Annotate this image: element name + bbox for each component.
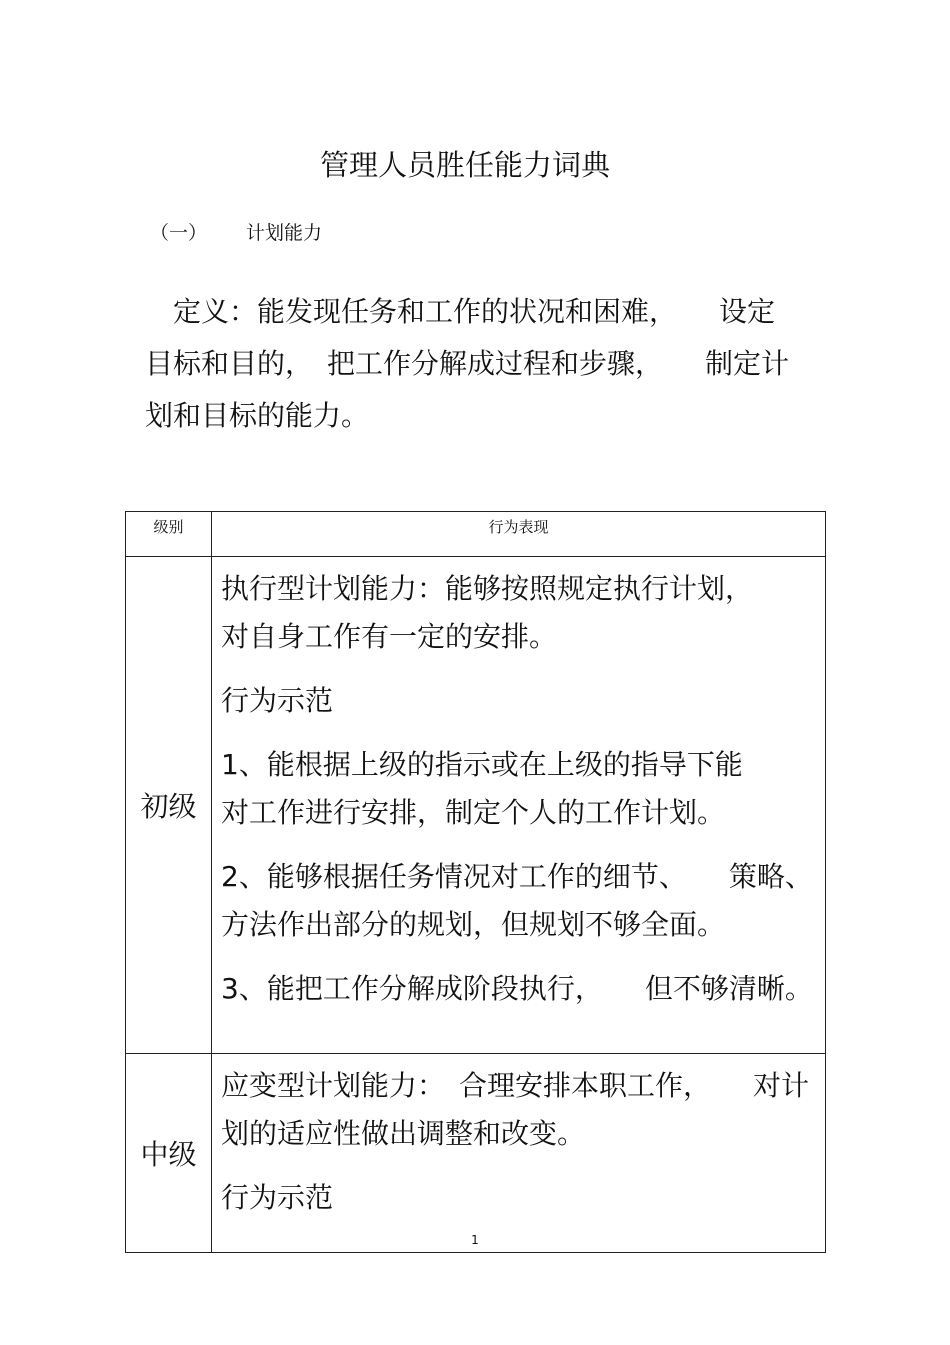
text-line: 行为示范 <box>221 684 334 717</box>
section-title: 计划能力 <box>246 222 323 244</box>
text-line: 对自身工作有一定的安排。 <box>221 620 558 653</box>
text-line: 行为示范 <box>221 1181 334 1214</box>
text-line: 应变型计划能力： 合理安排本职工作， 对计 <box>221 1069 810 1102</box>
text-line: 1、能根据上级的指示或在上级的指导下能 <box>221 748 743 781</box>
competency-level-table <box>125 511 826 1253</box>
section-number: （一） <box>150 222 208 244</box>
text-line: 划的适应性做出调整和改变。 <box>221 1117 586 1150</box>
behavior-item <box>221 741 817 837</box>
text-line: 3、能把工作分解成阶段执行， 但不够清晰。 <box>221 972 813 1005</box>
behavior-cell-middle <box>212 1054 826 1253</box>
behavior-item <box>221 965 817 1013</box>
document-title: 管理人员胜任能力词典 <box>319 148 610 182</box>
text-line: 方法作出部分的规划，但规划不够全面。 <box>221 908 726 941</box>
behavior-example-heading <box>221 677 817 725</box>
table-row-middle <box>126 1054 826 1253</box>
behavior-definition <box>221 565 817 661</box>
level-label-middle: 中级 <box>126 1054 212 1253</box>
definition-line: 目标和目的， 把工作分解成过程和步骤， 制定计 <box>145 347 790 380</box>
page-number: 1 <box>471 1233 479 1247</box>
text-line: 对工作进行安排，制定个人的工作计划。 <box>221 796 726 829</box>
definition-line: 划和目标的能力。 <box>145 399 370 432</box>
table-header-row <box>126 512 826 557</box>
level-label-primary: 初级 <box>126 557 212 1054</box>
behavior-cell-primary <box>212 557 826 1054</box>
header-level: 级别 <box>126 512 212 557</box>
text-line: 2、能够根据任务情况对工作的细节、 策略、 <box>221 860 813 893</box>
definition-line: 定义：能发现任务和工作的状况和困难， 设定 <box>145 295 776 328</box>
behavior-item <box>221 853 817 949</box>
section-heading <box>150 220 322 246</box>
definition-paragraph <box>145 286 810 442</box>
table-row-primary <box>126 557 826 1054</box>
behavior-definition <box>221 1062 817 1158</box>
header-behavior: 行为表现 <box>212 512 826 557</box>
text-line: 执行型计划能力：能够按照规定执行计划， <box>221 572 754 605</box>
behavior-example-heading <box>221 1174 817 1222</box>
